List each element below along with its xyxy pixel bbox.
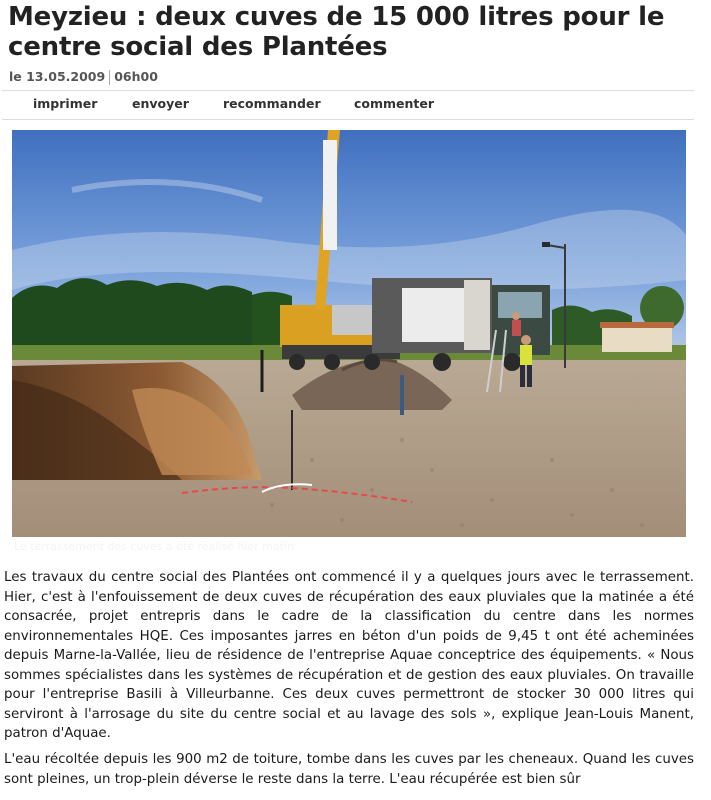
article-paragraph-1: Les travaux du centre social des Plantées ont commencé il y a quelques jours avec le terrassement. Hier, c'est à l'enfouissement de deux cuves de récupération des eaux pluviales que la matinée a été consacrée, projet entrepris dans le cadre de la classification du centre dans les normes environnementales HQE. Ces imposantes jarres en béton d'un poids de 9,45 t ont été acheminées depuis Marne-la-Vallée, lieu de résidence de l'entreprise Aquae conceptrice des équipements. « Nous sommes spécialistes dans les systèmes de récupération et de gestion des eaux pluviales. On travaille pour l'entreprise Basili à Villeurbanne. Ces deux cuves permettront de stocker 30 000 litres qui serviront à l'arrosage du site du centre social et au lavage des sols », explique Jean-Louis Manent, patron d'Aquae. [4, 570, 694, 741]
article-time: 06h00 [114, 69, 158, 84]
meta-divider [109, 70, 110, 85]
article-date: le 13.05.2009 [9, 69, 106, 84]
print-link[interactable]: imprimer [33, 96, 98, 111]
send-link[interactable]: envoyer [132, 96, 189, 111]
article-toolbar [2, 90, 694, 120]
photo-caption: Le terrassement des cuves a été réalisé hier matin [14, 540, 294, 553]
article-title: Meyzieu : deux cuves de 15 000 litres pour le centre social des Plantées [8, 2, 665, 62]
comment-link[interactable]: commenter [354, 96, 435, 111]
article-photo [12, 130, 686, 537]
construction-site-image [12, 130, 686, 537]
article-paragraph-2: L'eau récoltée depuis les 900 m2 de toiture, tombe dans les cuves par les cheneaux. Quand les cuves sont pleines, un trop-plein déverse le reste dans la terre. L'eau récupérée est bien sûr [4, 752, 694, 787]
recommend-link[interactable]: recommander [223, 96, 321, 111]
article-meta [9, 69, 158, 85]
